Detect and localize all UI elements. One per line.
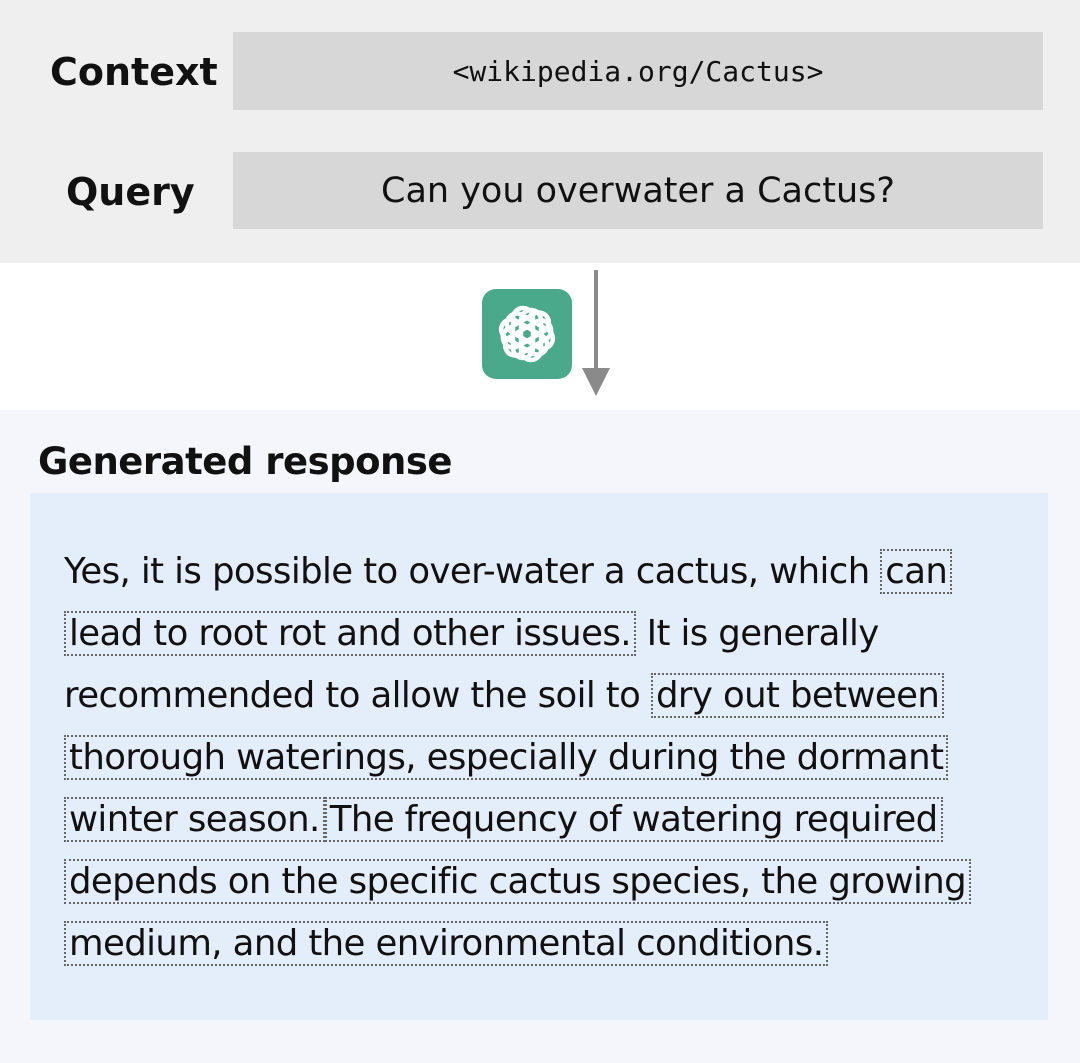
claim-highlight: The frequency of watering required — [325, 797, 943, 842]
claim-highlight: depends on the specific cactus species, the growing — [64, 859, 971, 904]
claim-highlight: thorough waterings, especially during the dormant — [64, 735, 948, 780]
response-line — [64, 665, 1024, 727]
context-field — [233, 32, 1043, 110]
response-line — [64, 603, 1024, 665]
claim-highlight: can — [880, 549, 952, 594]
query-value: Can you overwater a Cactus? — [381, 170, 895, 211]
response-line — [64, 727, 1024, 789]
response-line — [64, 541, 1024, 603]
query-field — [233, 152, 1043, 229]
context-value: <wikipedia.org/Cactus> — [452, 54, 824, 88]
response-line — [64, 851, 1024, 913]
claim-highlight: lead to root rot and other issues. — [64, 611, 636, 656]
output-title: Generated response — [38, 440, 452, 483]
flow-arrow-icon — [580, 270, 612, 398]
response-line — [64, 913, 1024, 975]
claim-highlight: winter season. — [64, 797, 325, 842]
claim-highlight: medium, and the environmental conditions. — [64, 921, 828, 966]
response-plain-text: recommended to allow the soil to — [64, 675, 651, 716]
query-label: Query — [66, 170, 195, 214]
response-text — [64, 541, 1024, 975]
context-label: Context — [50, 50, 218, 94]
claim-highlight: dry out between — [651, 673, 944, 718]
response-plain-text: It is generally — [635, 613, 879, 654]
response-line — [64, 789, 1024, 851]
openai-logo-icon — [482, 289, 572, 379]
response-plain-text: Yes, it is possible to over-water a cactus, which — [64, 551, 881, 592]
